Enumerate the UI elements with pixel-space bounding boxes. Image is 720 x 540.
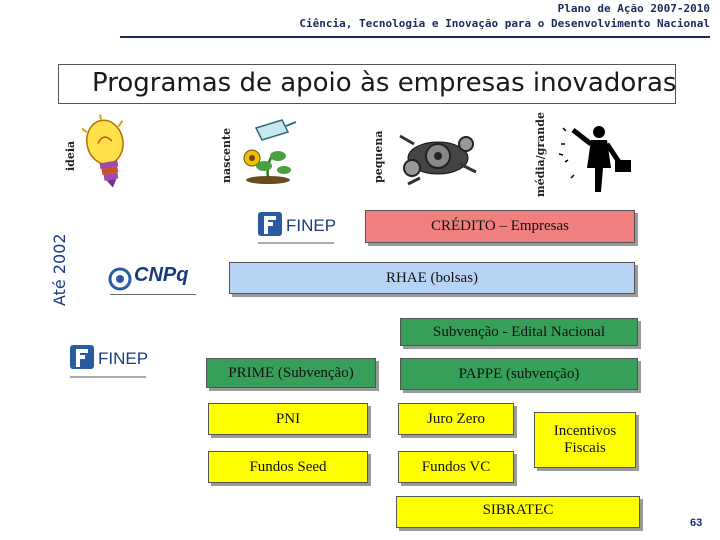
cnpq-logo (108, 262, 198, 302)
cnpq-underline (110, 294, 196, 295)
sibratec-label: SIBRATEC (482, 502, 554, 518)
rhae-box (229, 262, 635, 294)
incentivos-label: Incentivos Fiscais (553, 423, 617, 456)
businessman-icon (555, 122, 635, 196)
credito-empresas-box (365, 210, 635, 243)
pni-label: PNI (275, 410, 301, 427)
finep-wordmark: FINEP (286, 216, 337, 235)
prime-label: PRIME (Subvenção) (228, 364, 354, 381)
stage-label-nascente: nascente (220, 127, 233, 183)
cnpq-emblem-icon (108, 266, 132, 292)
cnpq-wordmark: CNPq (134, 264, 189, 286)
finep-wordmark-2: FINEP (98, 349, 149, 368)
page-title: Programas de apoio às empresas inovadoras (92, 68, 677, 98)
fundos-vc-label: Fundos VC (421, 458, 491, 475)
period-label: Até 2002 (50, 233, 69, 306)
fundos-vc-box (398, 451, 514, 483)
sibratec-box (396, 496, 640, 528)
subvencao-label: Subvenção - Edital Nacional (432, 323, 606, 340)
incentivos-fiscais-box (534, 412, 636, 468)
header-divider (120, 36, 710, 38)
lightbulb-icon (82, 114, 132, 192)
prime-box (206, 358, 376, 388)
header-subtitle: Ciência, Tecnologia e Inovação para o Desenvolvimento Nacional (299, 17, 710, 30)
finep-logo-2 (68, 343, 148, 383)
watering-can-sprout-icon (238, 118, 298, 184)
header-plan-title: Plano de Ação 2007-2010 (557, 2, 710, 15)
rhae-label: RHAE (bolsas) (385, 269, 479, 286)
subvencao-box (400, 318, 638, 346)
finep-logo (256, 210, 336, 248)
pni-box (208, 403, 368, 435)
pappe-label: PAPPE (subvenção) (458, 365, 580, 382)
stage-label-ideia: ideia (64, 140, 77, 171)
stage-label-pequena: pequena (372, 130, 385, 183)
juro-zero-label: Juro Zero (427, 410, 485, 427)
pappe-box (400, 358, 638, 390)
fundos-seed-box (208, 451, 368, 483)
gears-machinery-icon (390, 126, 490, 186)
page-number: 63 (690, 517, 703, 529)
fundos-seed-label: Fundos Seed (249, 458, 327, 475)
stage-label-media-grande: média/grande (534, 112, 547, 197)
credito-label: CRÉDITO – Empresas (430, 218, 570, 234)
juro-zero-box (398, 403, 514, 435)
